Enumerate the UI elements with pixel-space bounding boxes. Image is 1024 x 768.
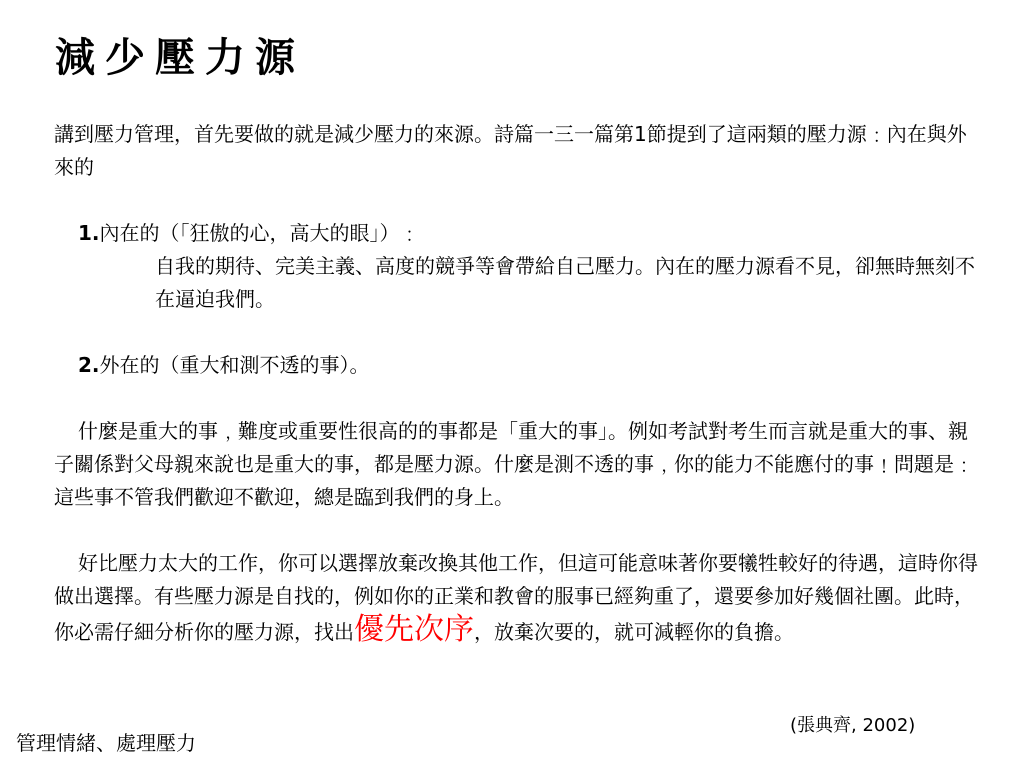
intro-paragraph: 講到壓力管理，首先要做的就是減少壓力的來源。詩篇一三一篇第1節提到了這兩類的壓力源﹕內在與外來的 xyxy=(54,122,967,179)
blank-line xyxy=(54,382,978,415)
slide-body xyxy=(54,118,978,649)
item-1-description: 自我的期待、完美主義、高度的競爭等會帶給自己壓力。內在的壓力源看不見，卻無時無刻不在逼迫我們。 xyxy=(155,254,975,311)
item-2-heading-text: 外在的（重大和測不透的事）。 xyxy=(99,353,370,377)
paragraph-important-things: 什麼是重大的事﹐難度或重要性很高的的事都是「重大的事」。例如考試對考生而言就是重大的事、親子關係對父母親來說也是重大的事，都是壓力源。什麼是測不透的事﹐你的能力不能應付的事﹗問題是﹕這些事不管我們歡迎不歡迎，總是臨到我們的身上。 xyxy=(54,419,974,509)
item-1-heading xyxy=(54,217,978,250)
item-1-heading-text: 內在的（「狂傲的心，高大的眼」）﹕ xyxy=(99,221,420,245)
item-2-heading xyxy=(54,349,978,382)
item-2-number: 2. xyxy=(78,353,100,377)
priority-highlight: 優先次序 xyxy=(354,612,474,647)
footer-label: 管理情緒、處理壓力 xyxy=(16,731,196,755)
paragraph-choices-text: 好比壓力太大的工作，你可以選擇放棄改換其他工作，但這可能意味著你要犧牲較好的待遇，這時你得做出選擇。有些壓力源是自找的，例如你的正業和教會的服事已經夠重了，還要參加好幾個社團。此時，你必需仔細分析你的壓力源，找出 xyxy=(54,551,978,644)
citation: (張典齊, 2002) xyxy=(790,715,916,736)
slide-title: 減少壓力源 xyxy=(55,34,305,81)
item-1-number: 1. xyxy=(78,221,100,245)
paragraph-choices xyxy=(54,547,978,649)
blank-line xyxy=(54,184,978,217)
blank-line xyxy=(54,316,978,349)
blank-line xyxy=(54,514,978,547)
paragraph-choices-ending: ，放棄次要的，就可減輕你的負擔。 xyxy=(474,620,794,644)
